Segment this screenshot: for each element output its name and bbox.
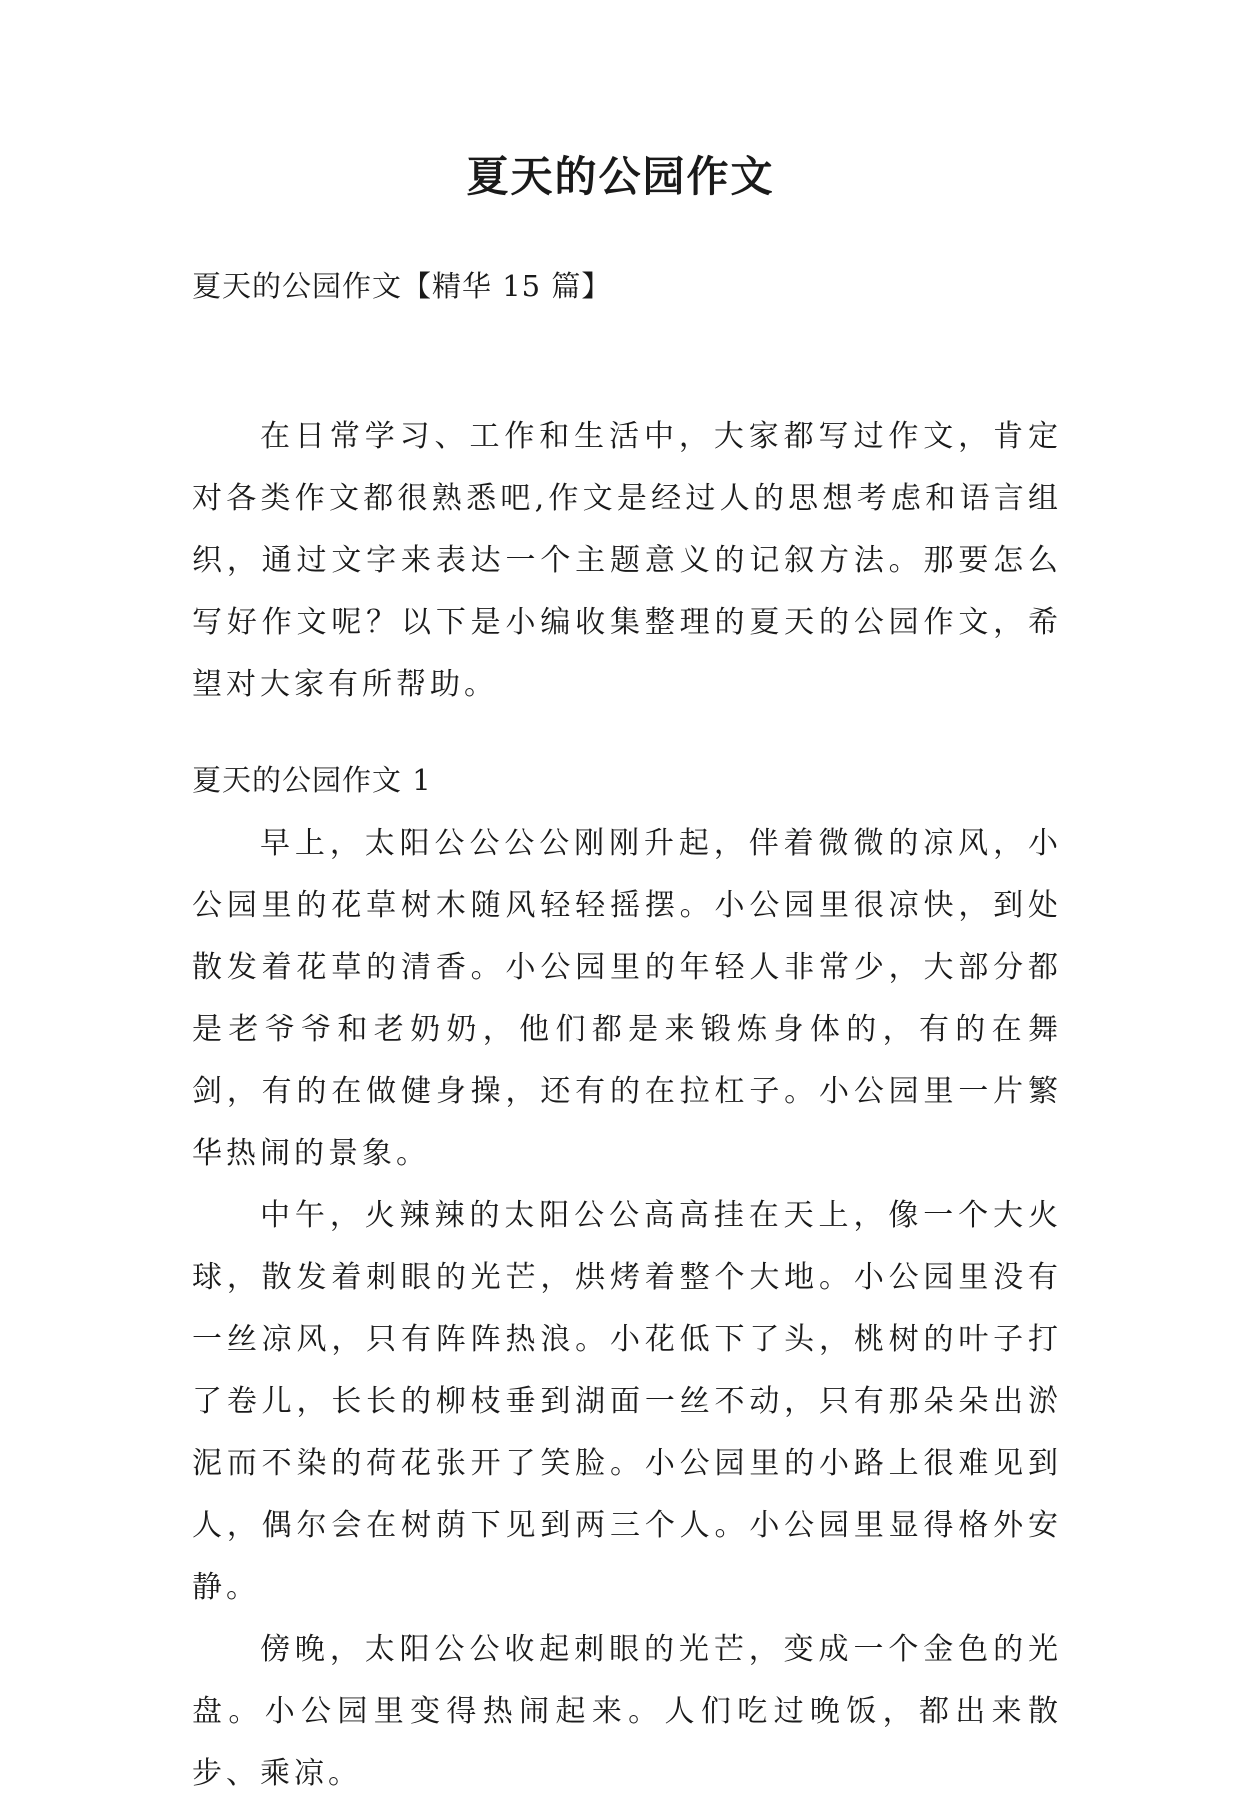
- document-subtitle: 夏天的公园作文【精华 15 篇】: [192, 269, 612, 303]
- essay-paragraph-evening: 傍晚，太阳公公收起刺眼的光芒，变成一个金色的光盘。小公园里变得热闹起来。人们吃过晚饭，都出来散步、乘凉。: [192, 1632, 1062, 1791]
- document-title: 夏天的公园作文: [466, 152, 775, 201]
- section-heading: 夏天的公园作文 1: [192, 763, 432, 797]
- essay-body: [192, 813, 1062, 1805]
- intro-paragraph: 在日常学习、工作和生活中，大家都写过作文，肯定对各类作文都很熟悉吧,作文是经过人的思想考虑和语言组织，通过文字来表达一个主题意义的记叙方法。那要怎么写好作文呢？以下是小编收集整理的夏天的公园作文，希望对大家有所帮助。: [192, 419, 1062, 702]
- essay-paragraph-morning: 早上，太阳公公公公刚刚升起，伴着微微的凉风，小公园里的花草树木随风轻轻摇摆。小公园里很凉快，到处散发着花草的清香。小公园里的年轻人非常少，大部分都是老爷爷和老奶奶，他们都是来锻炼身体的，有的在舞剑，有的在做健身操，还有的在拉杠子。小公园里一片繁华热闹的景象。: [192, 826, 1062, 1171]
- essay-paragraph-noon: 中午，火辣辣的太阳公公高高挂在天上，像一个大火球，散发着刺眼的光芒，烘烤着整个大地。小公园里没有一丝凉风，只有阵阵热浪。小花低下了头，桃树的叶子打了卷儿，长长的柳枝垂到湖面一丝不动，只有那朵朵出淤泥而不染的荷花张开了笑脸。小公园里的小路上很难见到人，偶尔会在树荫下见到两三个人。小公园里显得格外安静。: [192, 1198, 1062, 1605]
